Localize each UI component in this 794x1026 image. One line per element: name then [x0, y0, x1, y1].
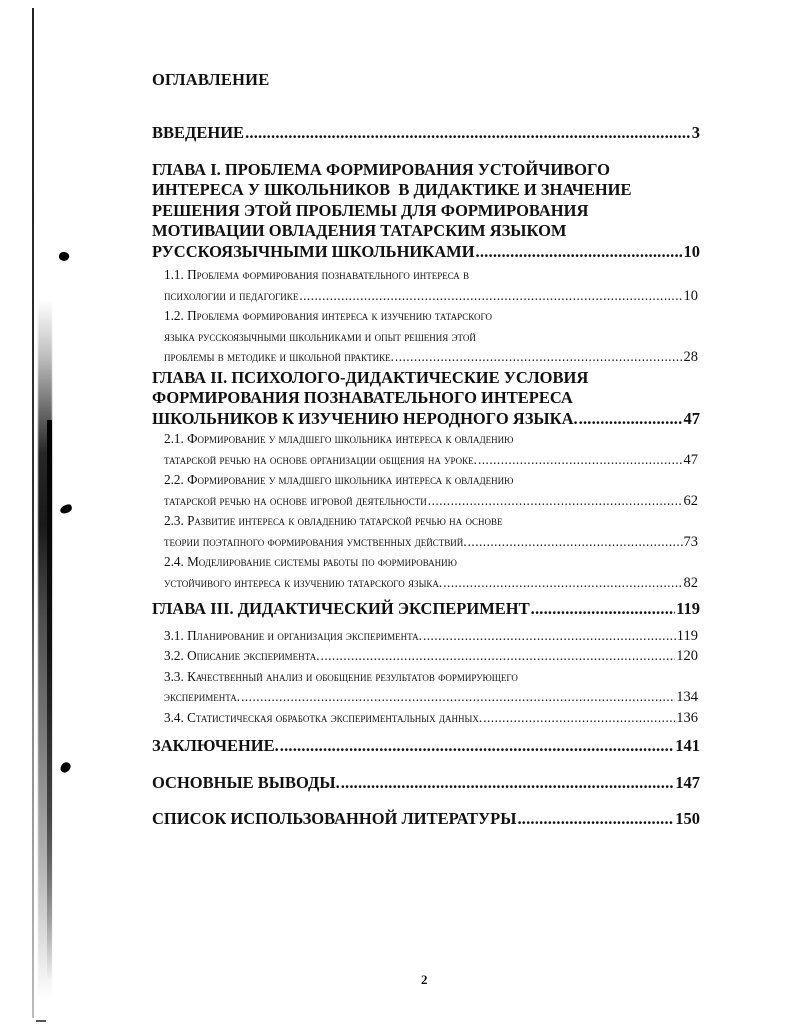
- toc-page-number: 10: [683, 241, 700, 261]
- toc-entry-introduction[interactable]: [152, 123, 700, 144]
- toc-entry-text: 3.2. Описание эксперимента.: [164, 648, 320, 663]
- toc-entry-section-3-1[interactable]: [152, 626, 700, 647]
- toc-entry-text: ИНТЕРЕСА У ШКОЛЬНИКОВ В ДИДАКТИКЕ И ЗНАЧЕНИЕ: [152, 180, 632, 199]
- toc-entry-text: ОСНОВНЫЕ ВЫВОДЫ.: [152, 772, 340, 792]
- leader-dots: [483, 708, 675, 729]
- toc-entry-section-2-1[interactable]: [152, 429, 700, 470]
- toc-page-number: 82: [683, 574, 698, 591]
- toc-entry-section-3-2[interactable]: [152, 646, 700, 667]
- toc-entry-text: эксперимента.: [164, 689, 241, 704]
- toc-entry-text: 3.1. Планирование и организация эксперимента.: [164, 627, 422, 643]
- leader-dots: [443, 573, 682, 594]
- leader-dots: [241, 687, 675, 708]
- toc-entry-text: 1.2. Проблема формирования интереса к изучению татарского: [164, 308, 493, 323]
- toc-page-number: 136: [676, 709, 698, 726]
- leader-dots: [395, 347, 683, 368]
- toc-entry-text: проблемы в методике и школьной практике.: [164, 349, 394, 364]
- toc-entry-chapter-2[interactable]: [152, 368, 700, 430]
- toc-entry-section-1-1[interactable]: [152, 265, 700, 306]
- toc-entry-text: татарской речью на основе организации общения на уроке.: [164, 451, 477, 467]
- toc-page-number: 134: [676, 689, 698, 705]
- toc-entry-text: теории поэтапного формирования умственных действий.: [164, 533, 467, 549]
- toc-page-number: 3: [691, 123, 700, 142]
- toc-entry-text: СПИСОК ИСПОЛЬЗОВАННОЙ ЛИТЕРАТУРЫ: [152, 809, 517, 828]
- toc-page-number: 119: [676, 599, 700, 618]
- leader-dots: [299, 286, 682, 307]
- scan-blot: [58, 251, 70, 263]
- toc-entry-text: ГЛАВА II. ПСИХОЛОГО-ДИДАКТИЧЕСКИЕ УСЛОВИЯ: [152, 367, 589, 387]
- toc-entry-text: 2.4. Моделирование системы работы по формированию: [164, 554, 457, 569]
- toc-entry-main-conclusions[interactable]: [152, 773, 700, 794]
- toc-entry-text: ЗАКЛЮЧЕНИЕ.: [152, 736, 279, 755]
- leader-dots: [341, 773, 675, 794]
- toc-entry-text: РЕШЕНИЯ ЭТОЙ ПРОБЛЕМЫ ДЛЯ ФОРМИРОВАНИЯ: [152, 200, 589, 220]
- toc-entry-text: 2.1. Формирование у младшего школьника интереса к овладению: [164, 431, 514, 446]
- toc-page-number: 28: [683, 349, 698, 365]
- scan-blot: [59, 760, 72, 774]
- toc-entry-text: 2.2. Формирование у младшего школьника интереса к овладению: [164, 472, 514, 487]
- toc-entry-text: ШКОЛЬНИКОВ К ИЗУЧЕНИЮ НЕРОДНОГО ЯЗЫКА.: [152, 408, 578, 428]
- toc-title: ОГЛАВЛЕНИЕ: [152, 70, 270, 89]
- leader-dots: [517, 809, 674, 830]
- toc-entry-text: устойчивого интереса к изучению татарского языка.: [164, 574, 443, 590]
- toc-entry-chapter-3[interactable]: [152, 599, 700, 620]
- leader-dots: [321, 646, 676, 667]
- toc-entry-text: МОТИВАЦИИ ОВЛАДЕНИЯ ТАТАРСКИМ ЯЗЫКОМ: [152, 221, 567, 240]
- toc-entry-bibliography[interactable]: [152, 809, 700, 830]
- toc-entry-text: РУССКОЯЗЫЧНЫМИ ШКОЛЬНИКАМИ: [152, 241, 475, 261]
- toc-entry-text: ГЛАВА III. ДИДАКТИЧЕСКИЙ ЭКСПЕРИМЕНТ: [152, 599, 530, 618]
- toc-entry-text: ФОРМИРОВАНИЯ ПОЗНАВАТЕЛЬНОГО ИНТЕРЕСА: [152, 388, 573, 407]
- toc-page-number: 73: [683, 533, 698, 550]
- toc-page-number: 120: [676, 648, 698, 664]
- leader-dots: [478, 450, 683, 471]
- toc-entry-section-3-3[interactable]: [152, 667, 700, 708]
- toc-page-number: 119: [676, 627, 698, 644]
- leader-dots: [579, 409, 683, 430]
- scan-blot: [59, 504, 73, 515]
- toc-page-number: 10: [683, 287, 698, 304]
- leader-dots: [428, 491, 683, 512]
- toc-entry-text: 2.3. Развитие интереса к овладению татарской речью на основе: [164, 513, 503, 528]
- table-of-contents: [152, 70, 700, 830]
- toc-entry-text: 3.3. Качественный анализ и обобщение результатов формирующего: [164, 668, 518, 684]
- toc-entry-text: ГЛАВА I. ПРОБЛЕМА ФОРМИРОВАНИЯ УСТОЙЧИВОГО: [152, 159, 610, 179]
- toc-entry-text: ВВЕДЕНИЕ: [152, 123, 245, 142]
- toc-entry-text: языка русскоязычными школьниками и опыт решения этой: [164, 328, 476, 344]
- leader-dots: [423, 626, 676, 647]
- leader-dots: [476, 242, 683, 263]
- leader-dots: [280, 736, 675, 757]
- toc-entry-section-3-4[interactable]: [152, 708, 700, 729]
- leader-dots: [468, 532, 683, 553]
- toc-page-number: 141: [675, 736, 700, 755]
- toc-entry-section-2-3[interactable]: [152, 511, 700, 552]
- toc-entry-text: татарской речью на основе игровой деятельности: [164, 492, 427, 508]
- leader-dots: [531, 599, 676, 620]
- toc-page-number: 62: [683, 492, 698, 509]
- toc-entry-text: психологии и педагогике: [164, 287, 299, 303]
- toc-entry-text: 3.4. Статистическая обработка экспериментальных данных.: [164, 709, 483, 725]
- toc-entry-text: 1.1. Проблема формирования познавательного интереса в: [164, 267, 470, 282]
- toc-page-number: 47: [683, 451, 698, 468]
- leader-dots: [245, 123, 691, 144]
- toc-page-number: 47: [683, 408, 700, 428]
- toc-entry-conclusion[interactable]: [152, 736, 700, 757]
- toc-page-number: 147: [675, 772, 700, 792]
- toc-entry-section-2-2[interactable]: [152, 470, 700, 511]
- scan-blot: [36, 1020, 46, 1022]
- toc-entry-section-2-4[interactable]: [152, 552, 700, 593]
- scan-binding-shadow-core: [47, 420, 52, 980]
- toc-entry-section-1-2[interactable]: [152, 306, 700, 368]
- toc-entry-chapter-1[interactable]: [152, 160, 700, 263]
- scan-edge-line: [32, 8, 34, 1018]
- page-number: 2: [421, 972, 428, 987]
- toc-page-number: 150: [675, 809, 700, 828]
